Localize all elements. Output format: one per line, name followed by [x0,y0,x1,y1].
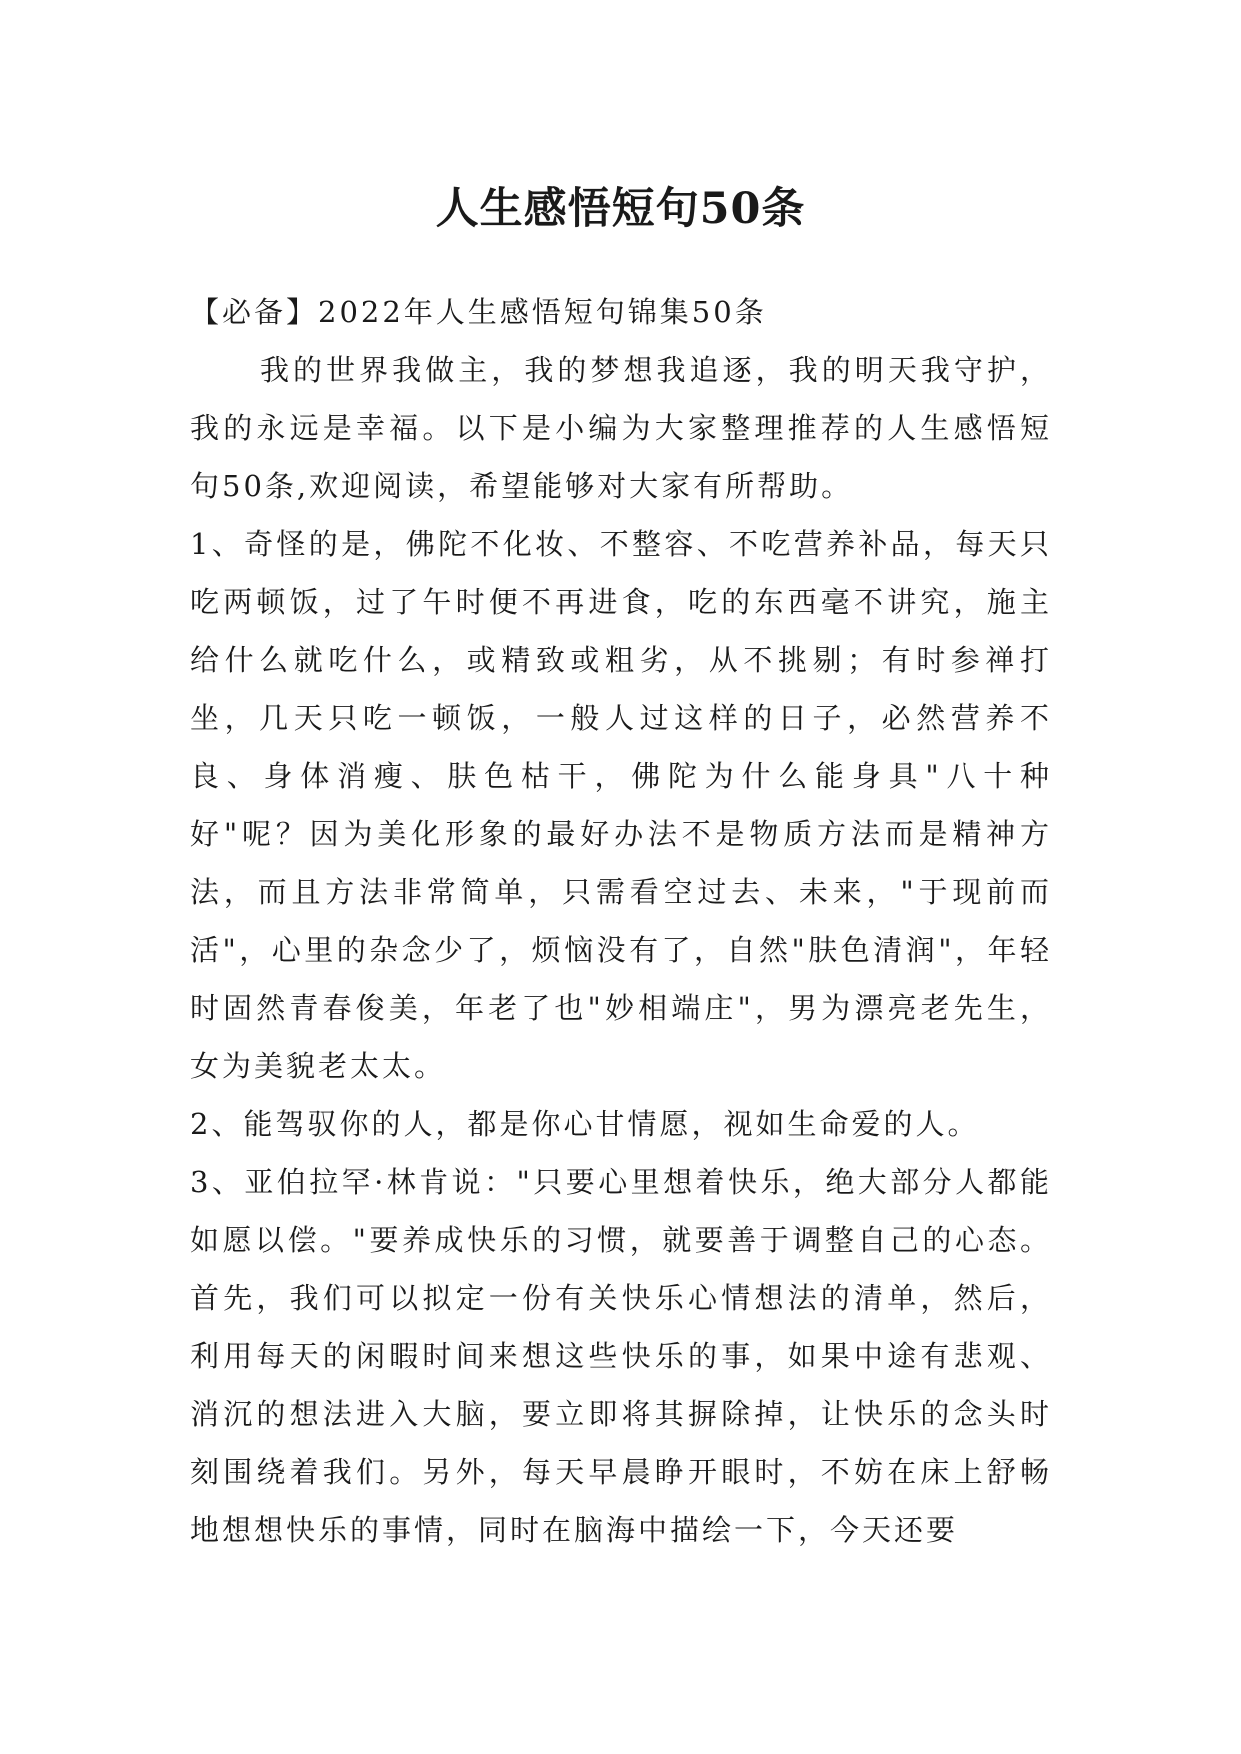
document-title: 人生感悟短句50条 [435,183,806,234]
document-body [190,283,1052,1559]
document-subtitle: 【必备】2022年人生感悟短句锦集50条 [190,295,767,329]
list-item: 1、奇怪的是，佛陀不化妆、不整容、不吃营养补品，每天只吃两顿饭，过了午时便不再进食，吃的东西毫不讲究，施主给什么就吃什么，或精致或粗劣，从不挑剔；有时参禅打坐，几天只吃一顿饭，一般人过这样的日子，必然营养不良、身体消瘦、肤色枯干，佛陀为什么能身具"八十种好"呢？因为美化形象的最好办法不是物质方法而是精神方法，而且方法非常简单，只需看空过去、未来，"于现前而活"，心里的杂念少了，烦恼没有了，自然"肤色清润"，年轻时固然青春俊美，年老了也"妙相端庄"，男为漂亮老先生，女为美貌老太太。 [190,527,1052,1083]
list-item: 2、能驾驭你的人，都是你心甘情愿，视如生命爱的人。 [190,1107,980,1141]
intro-paragraph: 我的世界我做主，我的梦想我追逐，我的明天我守护，我的永远是幸福。以下是小编为大家整理推荐的人生感悟短句50条,欢迎阅读，希望能够对大家有所帮助。 [190,353,1052,503]
list-item: 3、亚伯拉罕·林肯说："只要心里想着快乐，绝大部分人都能如愿以偿。"要养成快乐的习惯，就要善于调整自己的心态。首先，我们可以拟定一份有关快乐心情想法的清单，然后，利用每天的闲暇时间来想这些快乐的事，如果中途有悲观、消沉的想法进入大脑，要立即将其摒除掉，让快乐的念头时刻围绕着我们。另外，每天早晨睁开眼时，不妨在床上舒畅地想想快乐的事情，同时在脑海中描绘一下，今天还要 [190,1165,1052,1547]
